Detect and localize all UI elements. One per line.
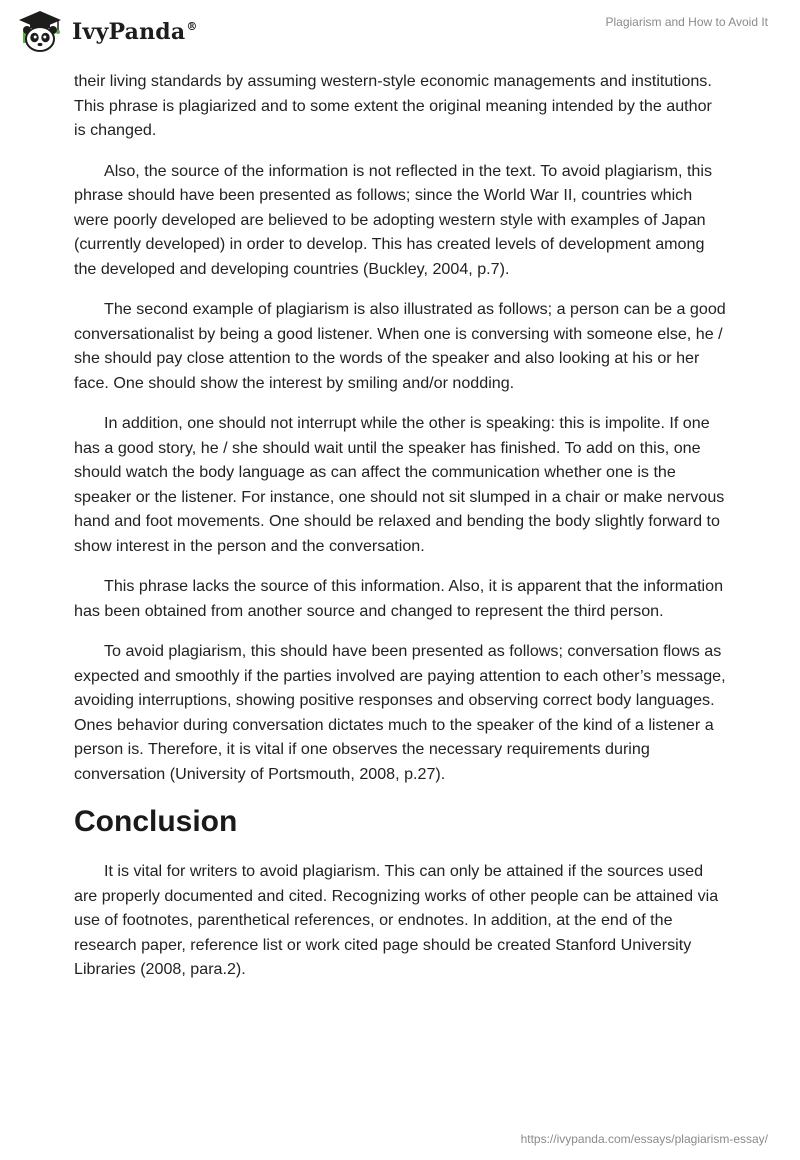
brand-name: IvyPanda®: [72, 19, 198, 45]
panda-graduate-icon: [16, 8, 64, 56]
registered-mark: ®: [186, 20, 198, 33]
paragraph: In addition, one should not interrupt while the other is speaking: this is impolite. If one has a good story, he / she should wait until the speaker has finished. To add on this, one should watch the body language as can affect the communication whether one is the speaker or the listener. For instance, one should not sit slumped in a chair or make nervous hand and foot movements. One should be relaxed and bending the body slightly forward to show interest in the person and the conversation.: [74, 414, 725, 555]
paragraph: To avoid plagiarism, this should have been presented as follows; conversation flows as expected and smoothly if the parties involved are paying attention to each other’s message, avoiding interruptions, showing positive responses and observing correct body languages. Ones behavior during conversation dictates much to the speaker of the kind of a listener a person is. Therefore, it is vital if one observes the necessary requirements during conversation (University of Portsmouth, 2008, p.27).: [74, 642, 726, 783]
conclusion-paragraph: It is vital for writers to avoid plagiarism. This can only be attained if the sources used are properly documented and cited. Recognizing works of other people can be attained via use of footnotes, parenthetical references, or endnotes. In addition, at the end of the research paper, reference list or work cited page should be created Stanford University Libraries (2008, para.2).: [74, 862, 719, 978]
paragraph: This phrase lacks the source of this information. Also, it is apparent that the information has been obtained from another source and changed to represent the third person.: [74, 577, 724, 620]
source-url-link[interactable]: https://ivypanda.com/essays/plagiarism-essay/: [520, 1132, 768, 1146]
brand-logo[interactable]: [16, 8, 198, 56]
paragraph: The second example of plagiarism is also illustrated as follows; a person can be a good conversationalist by being a good listener. When one is conversing with someone else, he / she should pay close attention to the words of the speaker and also looking at his or her face. One should show the interest by smiling and/or nodding.: [74, 300, 726, 392]
paragraph-continued: their living standards by assuming western-style economic managements and institutions. This phrase is plagiarized and to some extent the original meaning intended by the author is changed.: [74, 72, 712, 139]
essay-body: [74, 69, 726, 998]
document-title: Plagiarism and How to Avoid It: [605, 15, 768, 29]
conclusion-heading: Conclusion: [74, 805, 238, 838]
paragraph: Also, the source of the information is not reflected in the text. To avoid plagiarism, this phrase should have been presented as follows; since the World War II, countries which were poorly developed are believed to be adopting western style with examples of Japan (currently developed) in order to develop. This has created levels of development among the developed and developing countries (Buckley, 2004, p.7).: [74, 161, 713, 278]
